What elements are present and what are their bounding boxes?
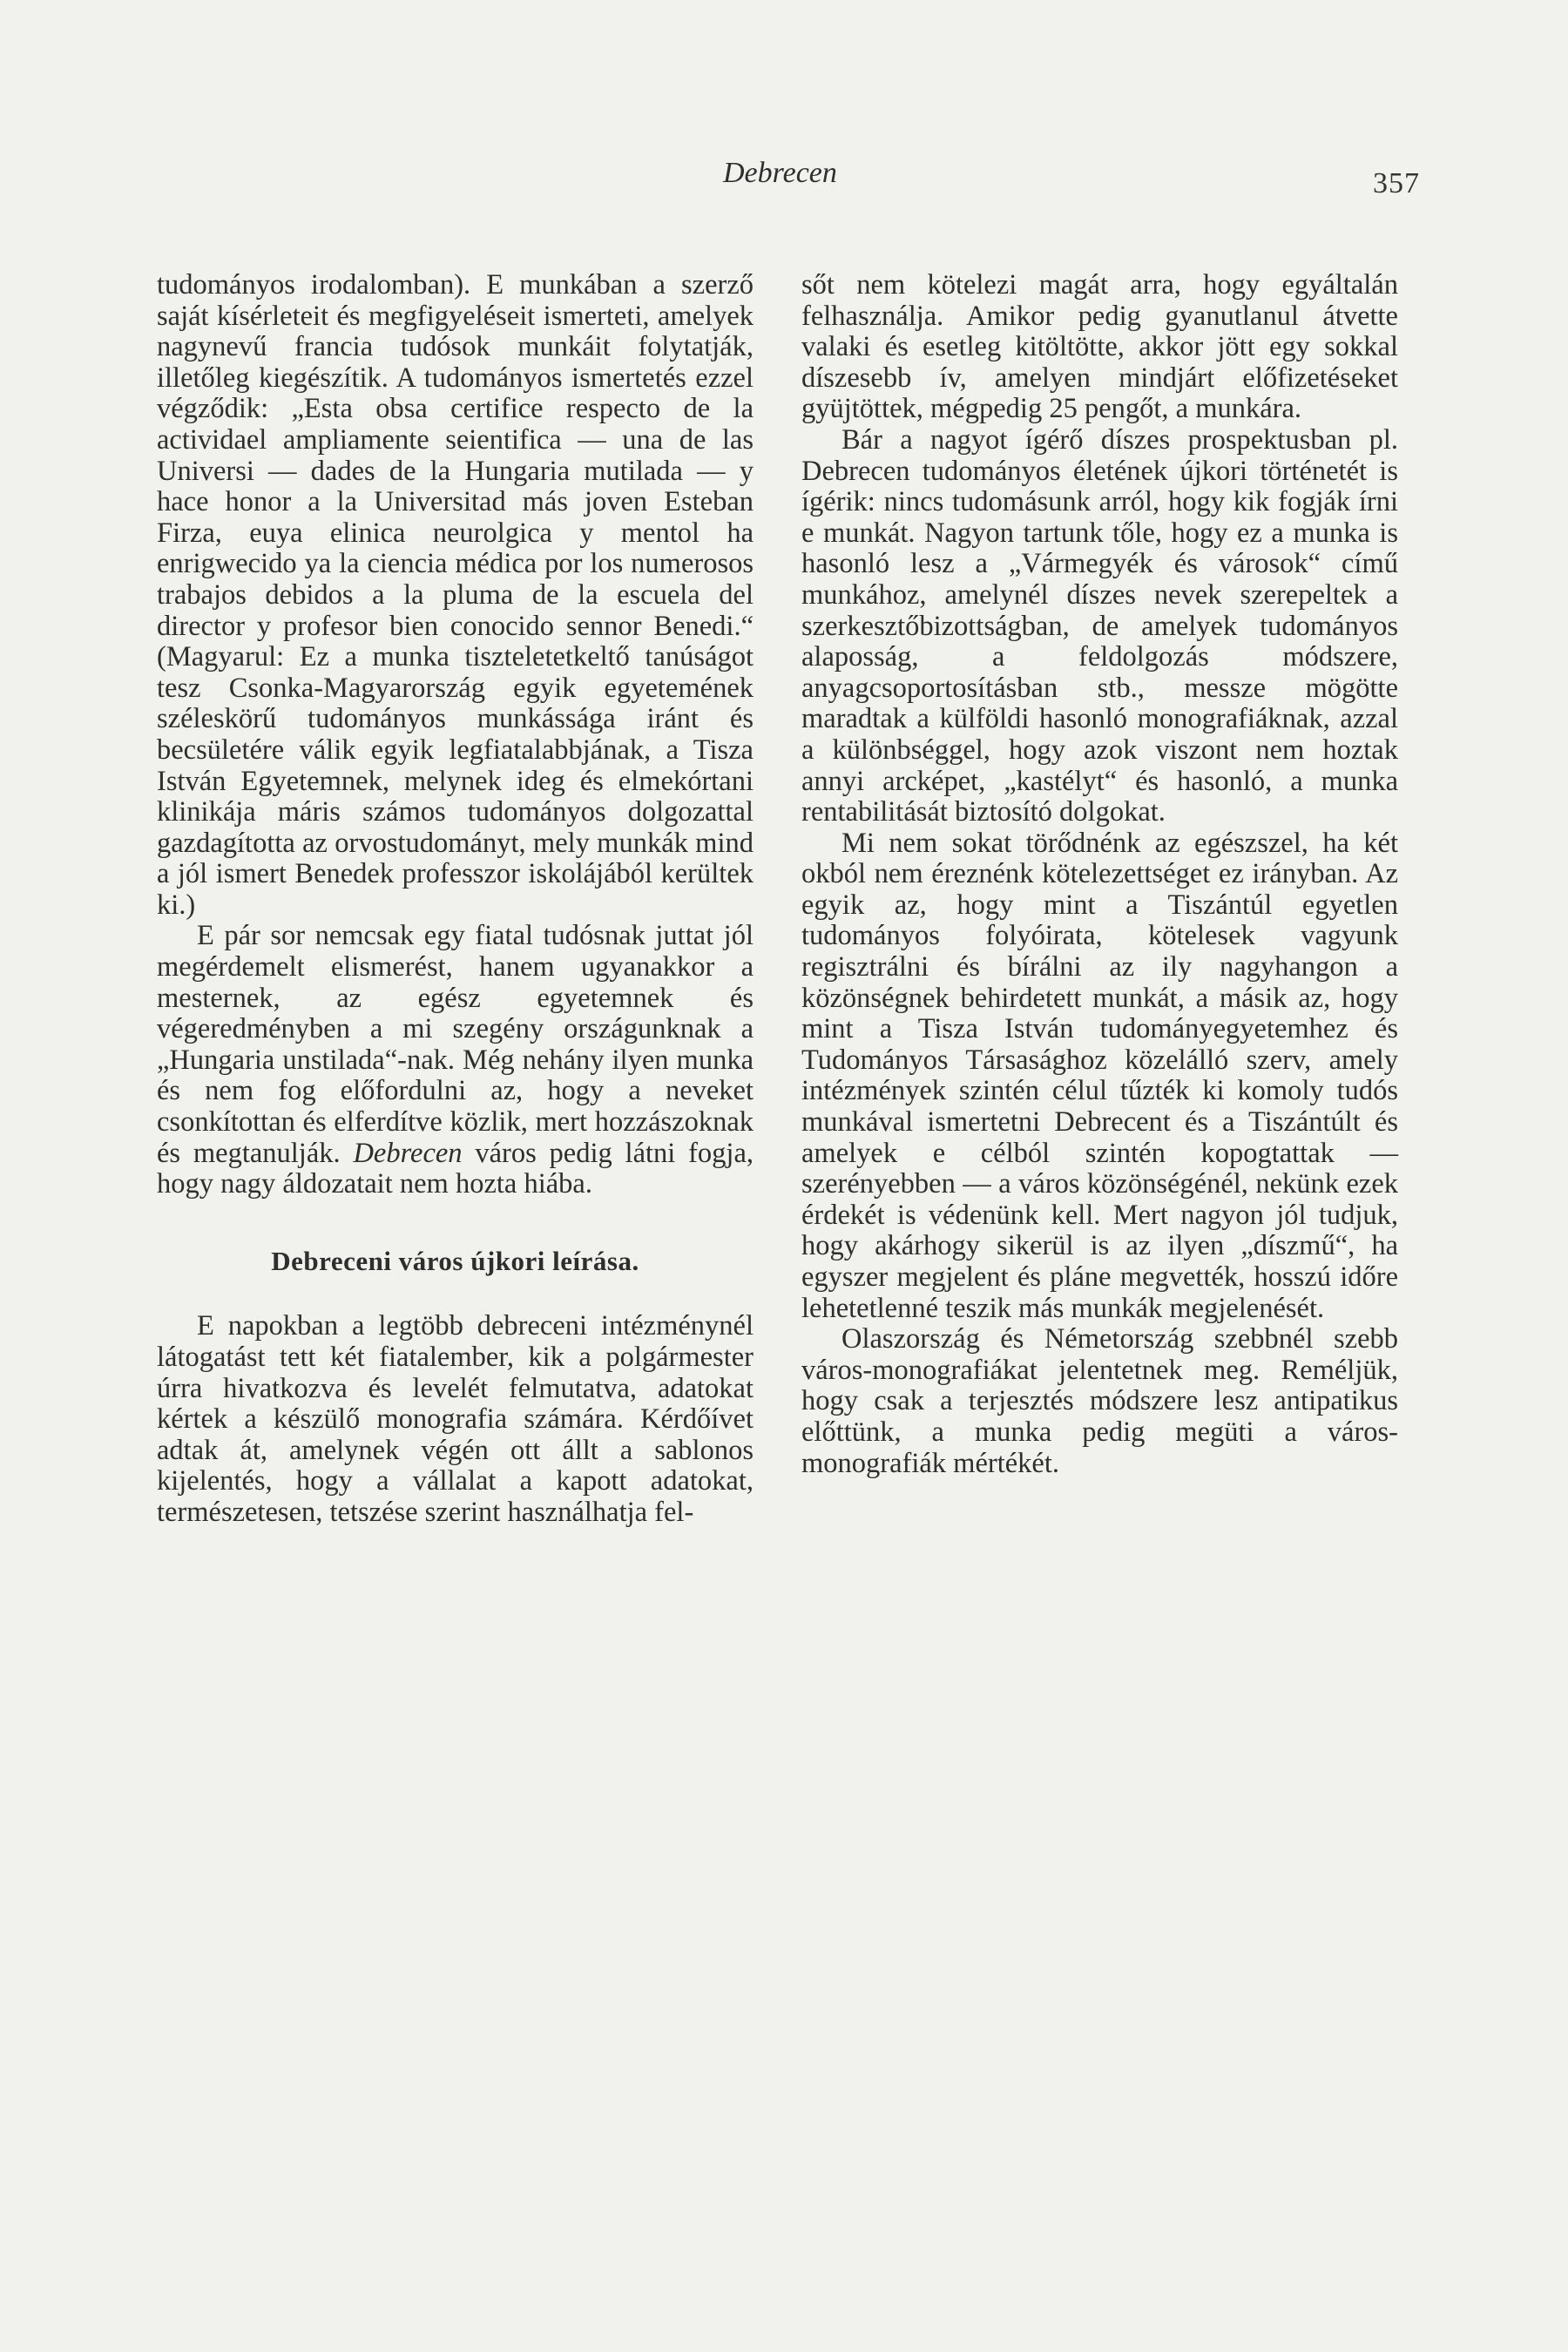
- paragraph-text: város pedig látni fogja, hogy nagy áldozatait nem hozta hiába.: [157, 1137, 754, 1200]
- paragraph: Olaszország és Németország szebbnél szebb város-monografiákat jelentetnek meg. Reméljük, hogy csak a terjesztés módszere lesz antipatikus előttünk, a munka pedig megüti a város-monografiák mértékét.: [801, 1323, 1398, 1479]
- paragraph-text: E pár sor nemcsak egy fiatal tudósnak juttat jól megérdemelt elismerést, hanem ugyanakkor a mesternek, az egész egyetemnek és végeredményben a mi szegény országunknak a „Hungaria unstilada“-nak. Még nehány ilyen munka és nem fog előfordulni az, hogy a neveket csonkítottan és elferdítve közlik, mert hozzászoknak és megtanulják.: [157, 920, 754, 1169]
- paragraph: Bár a nagyot ígérő díszes prospektusban pl. Debrecen tudományos életének újkori történetét is ígérik: nincs tudomásunk arról, hogy kik fogják írni e munkát. Nagyon tartunk tőle, hogy ez a munka is hasonló lesz a „Vármegyék és városok“ című munkához, amelynél díszes nevek szerepeltek a szerkesztőbizottságban, de amelyek tudományos alaposság, a feldolgozás módszere, anyagcsoportosításban stb., messze mögötte maradtak a külföldi hasonló monografiáknak, azzal a különbséggel, hogy azok viszont nem hoztak annyi arcképet, „kastélyt“ és hasonló, a munka rentabilitását biztosító dolgokat.: [801, 423, 1398, 828]
- right-column: [801, 270, 1398, 1479]
- left-column: [157, 270, 754, 1529]
- paragraph: sőt nem kötelezi magát arra, hogy egyáltalán felhasználja. Amikor pedig gyanutlanul átvette valaki és esetleg kitöltötte, akkor jött egy sokkal díszesebb ív, amelyen mindjárt előfizetéseket gyüjtöttek, mégpedig 25 pengőt, a munkára.: [801, 269, 1398, 425]
- page-number: 357: [1373, 167, 1420, 199]
- page-header: [152, 157, 1420, 200]
- paragraph: tudományos irodalomban). E munkában a szerző saját kísérleteit és megfigyeléseit ismerteti, amelyek nagynevű francia tudósok munkáit folytatják, illetőleg kiegészítik. A tudományos ismertetés ezzel végződik: „Esta obsa certifice respecto de la actividael ampliamente seientifica — una de las Universi — dades de la Hungaria mutilada — y hace honor a la Universitad más joven Esteban Firza, euya elinica neurolgica y mentol ha enrigwecido ya la ciencia médica por los numerosos trabajos debidos a la pluma de la escuela del director y profesor bien conocido sennor Benedi.“ (Magyarul: Ez a munka tiszteletetkeltő tanúságot tesz Csonka-Magyarország egyik egyetemének széleskörű tudományos munkássága iránt és becsületére válik egyik legfiatalabbjának, a Tisza István Egyetemnek, melynek ideg és elmekórtani klinikája máris számos tudományos dolgozattal gazdagította az orvostudományt, mely munkák mind a jól ismert Benedek professzor iskolájából kerültek ki.): [157, 269, 754, 921]
- paragraph: [157, 921, 754, 1200]
- paragraph: Mi nem sokat törődnénk az egészszel, ha két okból nem éreznénk kötelezettséget ez irányban. Az egyik az, hogy mint a Tiszántúl egyetlen tudományos folyóirata, kötelesek vagyunk regisztrálni és bírálni az ily nagyhangon a közönségnek behirdetett munkát, a másik az, hogy mint a Tisza István tudományegyetemhez és Tudományos Társasághoz közelálló szerv, amely intézmények szintén célul tűzték ki komoly tudós munkával ismertetni Debrecent és a Tiszántúlt és amelyek e célból szintén kopogtattak — szerényebben — a város közönségénél, nekünk ezek érdekét is védenünk kell. Mert nagyon jól tudjuk, hogy akárhogy sikerül is az ilyen „díszmű“, ha egyszer megjelent és pláne megvették, hosszú időre lehetetlenné teszik más munkák megjelenését.: [801, 827, 1398, 1324]
- italic-city-name: Debrecen: [353, 1137, 463, 1169]
- paragraph: E napokban a legtöbb debreceni intézménynél látogatást tett két fiatalember, kik a polgármester úrra hivatkozva és levelét felmutatva, adatokat kértek a készülő monografia számára. Kérdőívet adtak át, amelynek végén ott állt a sablonos kijelentés, hogy a vállalat a kapott adatokat, természetesen, tetszése szerint használhatja fel-: [157, 1310, 754, 1528]
- running-title: Debrecen: [723, 157, 837, 189]
- section-heading: Debreceni város újkori leírása.: [271, 1245, 639, 1276]
